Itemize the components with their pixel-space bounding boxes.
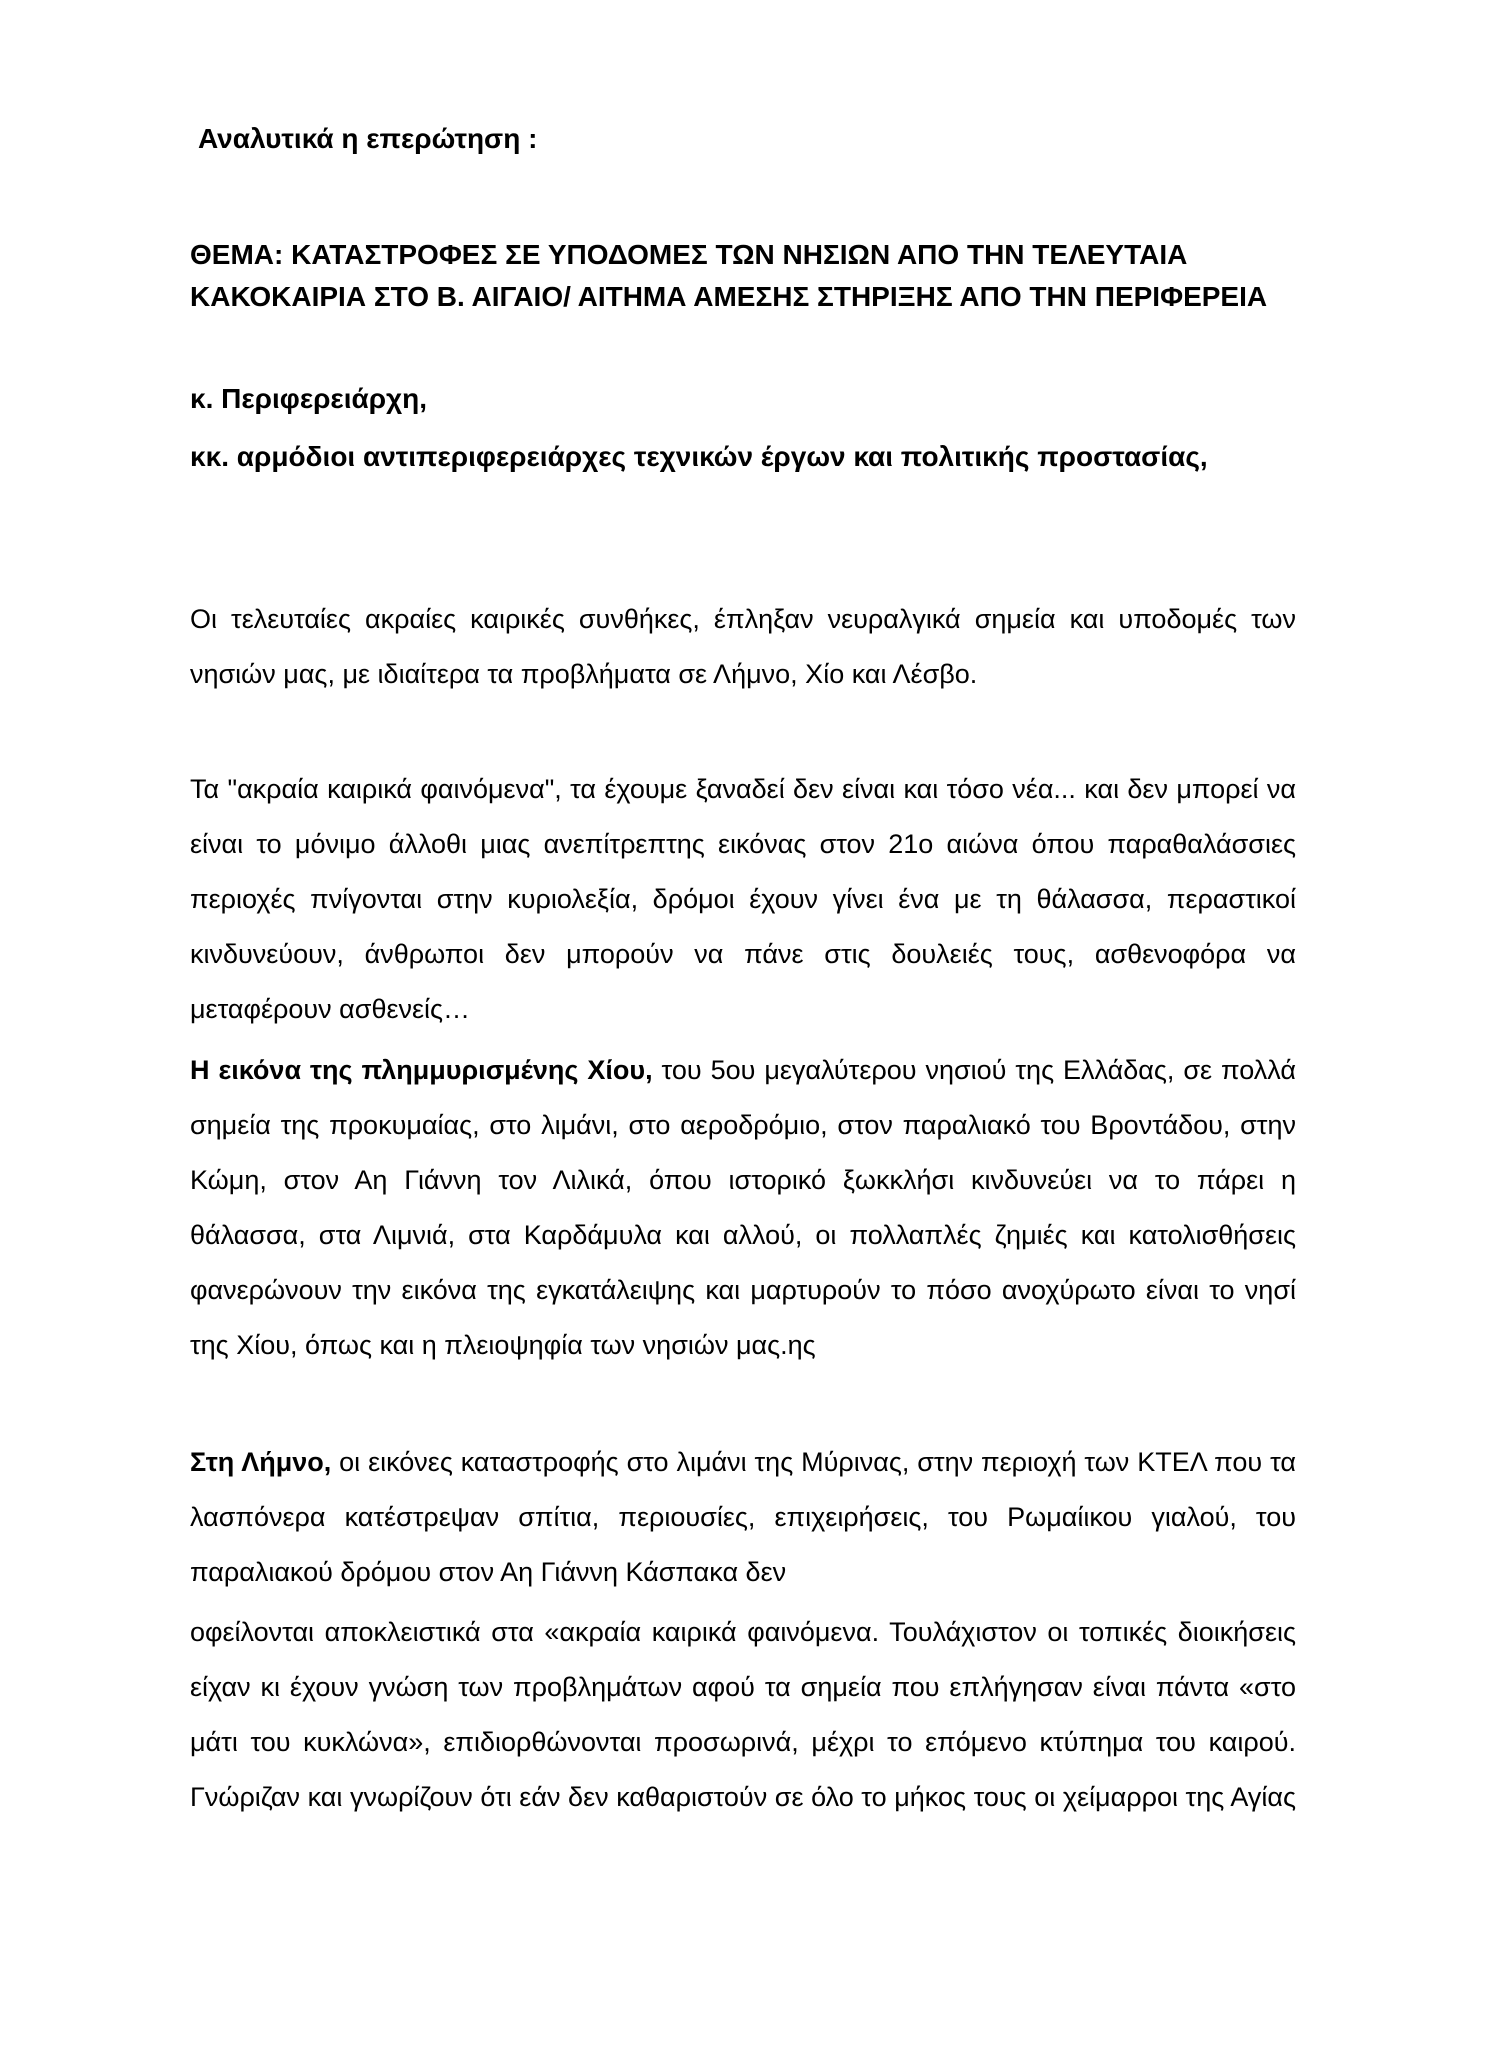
subject-heading: ΘΕΜΑ: ΚΑΤΑΣΤΡΟΦΕΣ ΣΕ ΥΠΟΔΟΜΕΣ ΤΩΝ ΝΗΣΙΩΝ ΑΠΟ ΤΗΝ ΤΕΛΕΥΤΑΙΑ ΚΑΚΟΚΑΙΡΙΑ ΣΤΟ Β. ΑΙΓΑΙΟ/ ΑΙΤΗΜΑ ΑΜΕΣΗΣ ΣΤΗΡΙΞΗΣ ΑΠΟ ΤΗΝ ΠΕΡΙΦΕΡΕΙΑ [190, 239, 1268, 312]
paragraph-text: Οι τελευταίες ακραίες καιρικές συνθήκες, έπληξαν νευραλγικά σημεία και υποδομές των νησιών μας, με ιδιαίτερα τα προβλήματα σε Λήμνο, Χίο και Λέσβο. [190, 604, 1296, 689]
paragraph-bold-lead: Η εικόνα της πλημμυρισμένης Χίου, [190, 1055, 653, 1085]
paragraph-lemnos [190, 1435, 1296, 1600]
paragraph-text: οι εικόνες καταστροφής στο λιμάνι της Μύρινας, στην περιοχή των ΚΤΕΛ που τα λασπόνερα κατέστρεψαν σπίτια, περιουσίες, επιχειρήσεις, του Ρωμαίικου γιαλού, του παραλιακού δρόμου στον Αη Γιάννη Κάσπακα δεν [190, 1447, 1296, 1587]
paragraph-chios [190, 1043, 1296, 1373]
paragraph-text: του 5ου μεγαλύτερου νησιού της Ελλάδας, σε πολλά σημεία της προκυμαίας, στο λιμάνι, στο αεροδρόμιο, στον παραλιακό του Βροντάδου, στην Κώμη, στον Αη Γιάννη τον Λιλικά, όπου ιστορικό ξωκκλήσι κινδυνεύει να το πάρει η θάλασσα, στα Λιμνιά, στα Καρδάμυλα και αλλού, οι πολλαπλές ζημιές και κατολισθήσεις φανερώνουν την εικόνα της εγκατάλειψης και μαρτυρούν το πόσο ανοχύρωτο είναι το νησί της Χίου, όπως και η πλειοψηφία των νησιών μας.ης [190, 1055, 1296, 1360]
paragraph-text: οφείλονται αποκλειστικά στα «ακραία καιρικά φαινόμενα. Τουλάχιστον οι τοπικές διοικήσεις είχαν κι έχουν γνώση των προβλημάτων αφού τα σημεία που επλήγησαν είναι πάντα «στο μάτι του κυκλώνα», επιδιορθώνονται προσωρινά, μέχρι το επόμενο κτύπημα του καιρού. Γνώριζαν και γνωρίζουν ότι εάν δεν καθαριστούν σε όλο το μήκος τους οι χείμαρροι της Αγίας [190, 1617, 1296, 1812]
paragraph-lemnos-continued [190, 1605, 1296, 1825]
paragraph-extreme-weather [190, 762, 1296, 1037]
paragraph-intro [190, 592, 1296, 702]
paragraph-text: Τα "ακραία καιρικά φαινόμενα", τα έχουμε ξαναδεί δεν είναι και τόσο νέα... και δεν μπορεί να είναι το μόνιμο άλλοθι μιας ανεπίτρεπτης εικόνας στον 21ο αιώνα όπου παραθαλάσσιες περιοχές πνίγονται στην κυριολεξία, δρόμοι έχουν γίνει ένα με τη θάλασσα, περαστικοί κινδυνεύουν, άνθρωποι δεν μπορούν να πάνε στις δουλειές τους, ασθενοφόρα να μεταφέρουν ασθενείς… [190, 774, 1296, 1024]
intro-heading: Αναλυτικά η επερώτηση : [198, 123, 538, 154]
paragraph-bold-lead: Στη Λήμνο, [190, 1447, 332, 1477]
salutation-deputy-governors: κκ. αρμόδιοι αντιπεριφερειάρχες τεχνικών έργων και πολιτικής προστασίας, [190, 441, 1208, 472]
salutation-regional-governor: κ. Περιφερειάρχη, [190, 383, 428, 414]
